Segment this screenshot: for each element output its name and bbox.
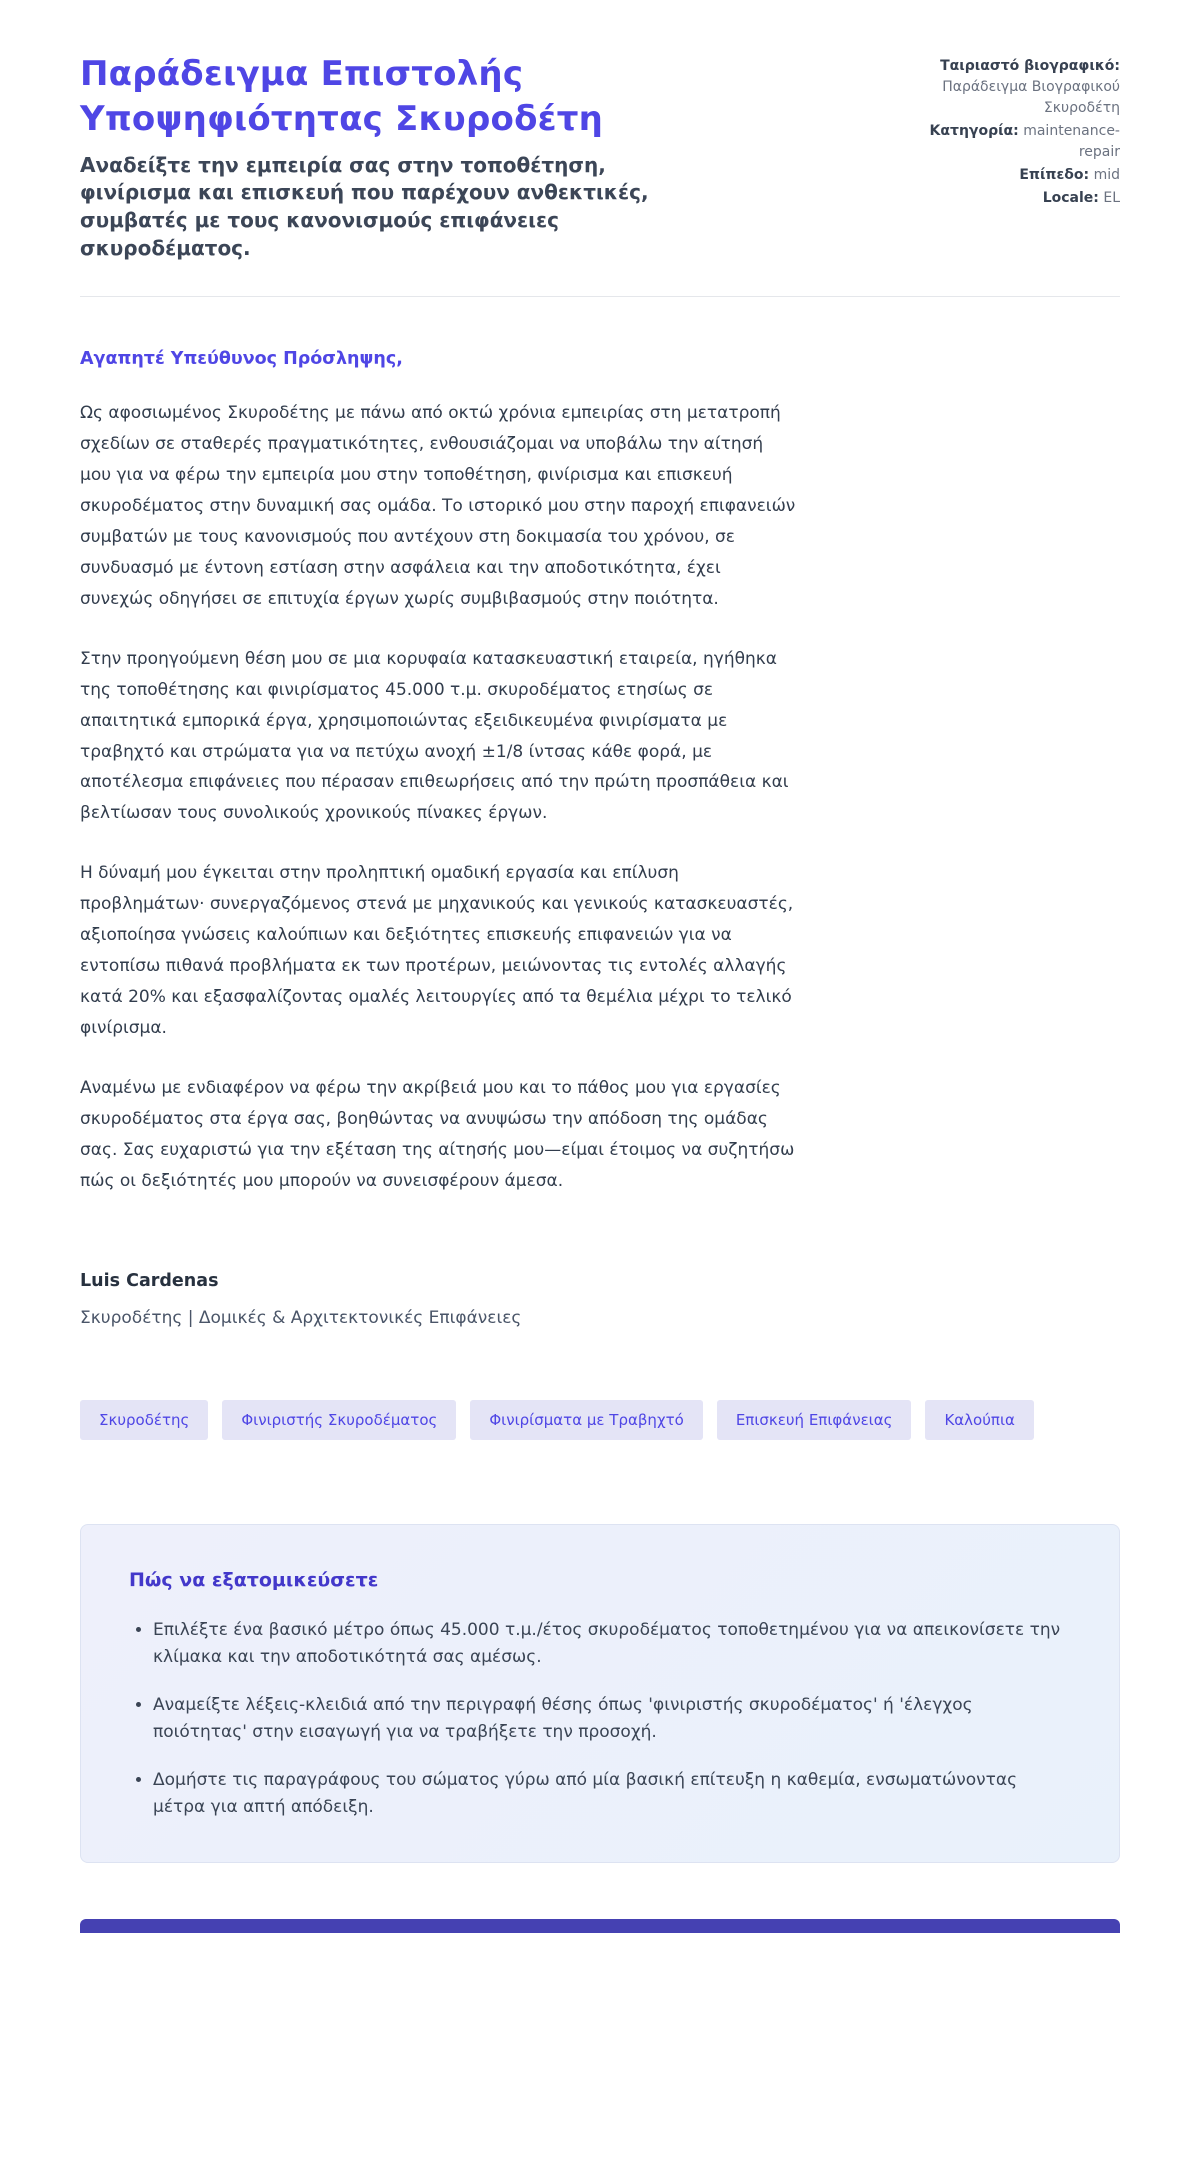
meta-value-level: mid <box>1093 167 1120 183</box>
meta-row-matching-resume <box>920 56 1120 119</box>
letter-paragraph-3: Η δύναμή μου έγκειται στην προληπτική ομαδική εργασία και επίλυση προβλημάτων· συνεργαζόμενος στενά με μηχανικούς και γενικούς κατασκευαστές, αξιοποίησα γνώσεις καλούπιων και δεξιότητες επισκευής επιφανειών για να εντοπίσω πιθανά προβλήματα εκ των προτέρων, μειώνοντας τις εντολές αλλαγής κατά 20% και εξασφαλίζοντας ομαλές λειτουργίες από τα θεμέλια μέχρι το τελικό φινίρισμα. <box>80 863 794 1038</box>
tips-list <box>129 1617 1071 1822</box>
letter-paragraph-1: Ως αφοσιωμένος Σκυροδέτης με πάνω από οκτώ χρόνια εμπειρίας στη μετατροπή σχεδίων σε σταθερές πραγματικότητες, ενθουσιάζομαι να υποβάλω την αίτησή μου για να φέρω την εμπειρία μου στην τοποθέτηση, φινίρισμα και επισκευή σκυροδέματος στην δυναμική σας ομάδα. Το ιστορικό μου στην παροχή επιφανειών συμβατών με τους κανονισμούς που αντέχουν στη δοκιμασία του χρόνου, σε συνδυασμό με έντονη εστίαση στην ασφάλεια και την αποδοτικότητα, έχει συνεχώς οδηγήσει σε επιτυχία έργων χωρίς συμβιβασμούς στην ποιότητα. <box>80 403 796 609</box>
meta-panel <box>920 52 1120 211</box>
page-title: Παράδειγμα Επιστολής Υποψηφιότητας Σκυροδέτη <box>80 54 604 139</box>
tag-chip-formwork[interactable]: Καλούπια <box>925 1400 1033 1440</box>
cover-letter-page <box>80 0 1120 1933</box>
header-divider <box>80 296 1120 297</box>
footer-accent-bar <box>80 1919 1120 1933</box>
tips-title: Πώς να εξατομικεύσετε <box>129 1568 379 1591</box>
tag-chip-surface-repair[interactable]: Επισκευή Επιφάνειας <box>717 1400 912 1440</box>
meta-label-category: Κατηγορία: <box>929 123 1019 139</box>
letter-greeting: Αγαπητέ Υπεύθυνος Πρόσληψης, <box>80 349 403 370</box>
tag-chip-broom-finishes[interactable]: Φινιρίσματα με Τραβηχτό <box>470 1400 703 1440</box>
customization-tips-box <box>80 1524 1120 1863</box>
tip-item-1: • Επιλέξτε ένα βασικό μέτρο όπως 45.000 τ.μ./έτος σκυροδέματος τοποθετημένου για να απεικονίσετε την κλίμακα και την αποδοτικότητά σας αμέσως. <box>153 1617 1071 1672</box>
tip-item-2: • Αναμείξτε λέξεις-κλειδιά από την περιγραφή θέσης όπως 'φινιριστής σκυροδέματος' ή 'έλεγχος ποιότητας' στην εισαγωγή για να τραβήξετε την προσοχή. <box>153 1692 1071 1747</box>
meta-value-category: maintenance-repair <box>1023 123 1120 160</box>
header-title-block <box>80 52 720 262</box>
matching-resume-link[interactable]: Παράδειγμα Βιογραφικού Σκυροδέτη <box>942 79 1120 116</box>
signature-role: Σκυροδέτης | Δομικές & Αρχιτεκτονικές Επιφάνειες <box>80 1307 522 1328</box>
page-header <box>80 52 1120 262</box>
meta-row-level <box>920 165 1120 186</box>
letter-body <box>80 349 796 1328</box>
meta-label-locale: Locale: <box>1042 190 1099 206</box>
tag-chip-concrete-worker[interactable]: Σκυροδέτης <box>80 1400 208 1440</box>
skill-tags <box>80 1400 1120 1440</box>
letter-paragraph-4: Αναμένω με ενδιαφέρον να φέρω την ακρίβειά μου και το πάθος μου για εργασίες σκυροδέματος στα έργα σας, βοηθώντας να ανυψώσω την απόδοση της ομάδας σας. Σας ευχαριστώ για την εξέταση της αίτησής μου—είμαι έτοιμος να συζητήσω πώς οι δεξιότητές μου μπορούν να συνεισφέρουν άμεσα. <box>80 1077 795 1191</box>
tip-item-3: • Δομήστε τις παραγράφους του σώματος γύρω από μία βασική επίτευξη η καθεμία, ενσωματώνοντας μέτρα για απτή απόδειξη. <box>153 1767 1071 1822</box>
meta-label-matching-resume: Ταιριαστό βιογραφικό: <box>940 58 1120 74</box>
meta-row-locale <box>920 188 1120 209</box>
meta-label-level: Επίπεδο: <box>1019 167 1090 183</box>
meta-value-locale: EL <box>1103 190 1120 206</box>
tag-chip-concrete-finisher[interactable]: Φινιριστής Σκυροδέματος <box>222 1400 456 1440</box>
page-subtitle: Αναδείξτε την εμπειρία σας στην τοποθέτηση, φινίρισμα και επισκευή που παρέχουν ανθεκτικές, συμβατές με τους κανονισμούς επιφάνειες σκυροδέματος. <box>80 152 649 260</box>
signature-name: Luis Cardenas <box>80 1270 219 1291</box>
letter-paragraph-2: Στην προηγούμενη θέση μου σε μια κορυφαία κατασκευαστική εταιρεία, ηγήθηκα της τοποθέτησης και φινιρίσματος 45.000 τ.μ. σκυροδέματος ετησίως σε απαιτητικά εμπορικά έργα, χρησιμοποιώντας εξειδικευμένα φινιρίσματα με τραβηχτό και στρώματα για να πετύχω ανοχή ±1/8 ίντσας κάθε φορά, με αποτέλεσμα επιφάνειες που πέρασαν επιθεωρήσεις από την πρώτη προσπάθεια και βελτίωσαν τους συνολικούς χρονικούς πίνακες έργων. <box>80 648 789 824</box>
meta-row-category <box>920 121 1120 163</box>
